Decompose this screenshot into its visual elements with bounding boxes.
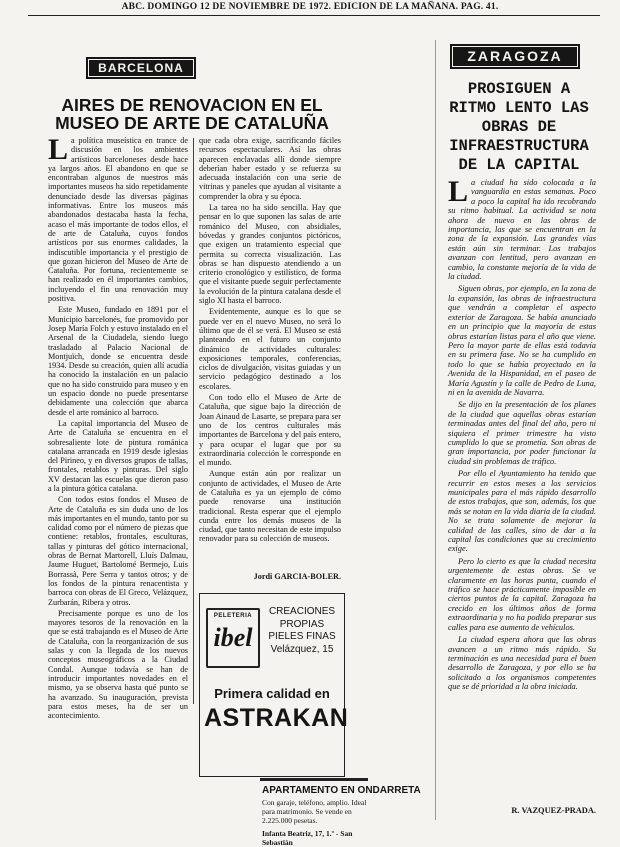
zaragoza-paragraph: Se dijo en la presentación de los planes de la ciudad que aquellas obras estarían terminadas antes del final del año, pero ni siquiera el primer trimestre ha visto cumplido lo que se prometía. Son obras de gran importancia, por poder funcionar la ciudad sin problemas de tráfico. [448, 400, 596, 466]
peleteria-logo-brand: ibel [213, 623, 253, 652]
zaragoza-headline: PROSIGUEN A RITMO LENTO LAS OBRAS DE INFRAESTRUCTURA DE LA CAPITAL [449, 80, 589, 174]
museum-paragraph: Este Museo, fundado en 1891 por el Municipio barcelonés, fue promovido por Josep María Folch y estuvo instalado en el Arsenal de la Ciudadela, siendo luego trasladado al Palacio Nacional de Montjuïch, donde se encuentra desde 1934. Desde su creación, quien allí acudía ha conocido la instalación en un palacio que no ha sido construido para museo y en un espacio donde no puede presentarse debidamente una colección que abarca desde el arte románico al barroco. [48, 305, 188, 417]
museum-drop-cap: L [48, 133, 69, 166]
apartamento-title: APARTAMENTO EN ONDARRETA [262, 785, 421, 796]
peleteria-ad [199, 593, 349, 777]
peleteria-logo-caption: PELETERIA [213, 613, 253, 619]
museum-article-col1 [48, 133, 188, 721]
museum-paragraph: Con todos estos fondos el Museo de Arte de Cataluña es sin duda uno de los más importantes en el mundo, tanto por su calidad como por el número de piezas que contiene: retablos, frontales, esculturas, tallas y pinturas del gótico internacional, obras de Bernat Martorell, Lluís Dalmau, Jaume Huguet, Bartolomé Bermejo, Luis Borrassà, Pere Serra y tantos otros; y de los fondos de la pintura renacentista y barroca con obras de El Greco, Velázquez, Zurbarán, Ribera y otros. [48, 495, 188, 607]
museum-paragraph: La tarea no ha sido sencilla. Hay que pensar en lo que suponen las salas de arte románico del Museo, con absidiales, bóvedas y grandes conjuntos pictóricos, que exigen un tratamiento especial que permita su correcta visualización. Las obras se han dispuesto atendiendo a un criterio cronológico y estilístico, de forma que el visitante puede seguir perfectamente la evolución de la pintura catalana desde el siglo XI hasta el barroco. [199, 203, 341, 306]
column-divider [193, 138, 194, 704]
ad-rule [260, 778, 368, 781]
zaragoza-paragraph: a ciudad ha sido colocada a la vanguardia en estas semanas. Poco a poco la capital ha ido recobrando su ritmo habitual. La actividad se nota ahora de nuevo en las obras de importancia, las que se encuentran en la zona de la expansión. Las grandes vías están aún sin terminar. Los trabajos avanzan con lentitud, pero avanzan en cambio, la constante mejoría de la vida de la ciudad. [448, 178, 596, 282]
museum-byline: Jordi GARCIA-BOLER. [253, 572, 341, 581]
zaragoza-paragraph: Pero lo cierto es que la ciudad necesita urgentemente de estas obras. Se ve claramente en las horas punta, cuando el tráfico se hace prácticamente imposible en ciertos puntos de la capital. Zaragoza ha crecido en los últimos años de forma extraordinaria y no ha podido preparar sus calles para ese aumento de vehículos. [448, 556, 596, 632]
zaragoza-paragraph: Siguen obras, por ejemplo, en la zona de la expansión, las obras de infraestructura que vendrán a completar el aspecto exterior de Zaragoza. Se había anunciado en un principio que la mayoría de estas obras estarían listas para el año que viene. Pero la mayor parte de ellas está todavía en su primera fase. No se ha cumplido en todo lo que se había proyectado en la Avenida de la Hispanidad, en el paseo de María Agustín y la calle de Pedro de Luna, ni en la avenida de Navarra. [448, 284, 596, 397]
museum-paragraph: a política museística en trance de discusión en los ambientes artísticos barceloneses desde hace ya largos años. El abandono en que se encontraban algunos de nuestros más importantes museos ha sido repetidamente denunciado desde las diversas páginas informativas. Entre los museos más abandonados destacaba hasta la fecha, acaso el más importante de todos ellos, el de arte de Cataluña, cuyos fondos artísticos por sus enormes calidades, la indiscutible importancia y el prestigio de que gozan hicieron del Museo de Arte de Cataluña. Por fortuna, recientemente se han realizado en él importantes cambios, incluyendo el fin una renovación muy positiva. [48, 136, 188, 304]
zaragoza-byline: R. VAZQUEZ-PRADA. [511, 806, 596, 815]
header-rule [28, 15, 600, 16]
peleteria-tagline: Primera calidad en [214, 686, 330, 701]
peleteria-logo [206, 608, 260, 668]
apartamento-ad [262, 785, 421, 847]
zaragoza-banner [450, 44, 580, 69]
peleteria-line2: PROPIAS [279, 618, 325, 630]
barcelona-banner [86, 57, 196, 79]
museum-paragraph: Aunque están aún por realizar un conjunto de actividades, el Museo de Arte de Cataluña es ya un ejemplo de cómo puede renovarse una institución tradicional. Resta esperar que el ejemplo cunda entre los demás museos de la ciudad, que tanto necesitan de este impulso renovador para su colección de museos. [199, 469, 341, 544]
zaragoza-section-label: ZARAGOZA [452, 46, 578, 67]
zaragoza-paragraph: La ciudad espera ahora que las obras avancen a un ritmo más rápido. Su terminación es una necesidad para el buen desarrollo de Zaragoza, y por ello se ha solicitado a los organismos competentes que se dé prioridad a la obra iniciada. [448, 635, 596, 692]
page-header: ABC. DOMINGO 12 DE NOVIEMBRE DE 1972. EDICION DE LA MAÑANA. PAG. 41. [121, 2, 499, 12]
museum-paragraph: que cada obra exige, sacrificando fáciles recursos espectaculares. Así las obras aparecen enclavadas allí donde siempre deberían haber estado y se refuerza su adecuada instalación con una serie de vitrinas y paneles que ayudan al visitante a comprender la obra y su época. [199, 136, 341, 201]
peleteria-line1: CREACIONES [268, 606, 336, 617]
museum-paragraph: Con todo ello el Museo de Arte de Cataluña, que sigue bajo la dirección de Joan Ainaud de Lasarte, se prepara para ser uno de los centros culturales más importantes de Barcelona y del país entero, y para ocupar el lugar que por su extraordinaria colección le corresponde en el mundo. [199, 393, 341, 468]
museum-paragraph: Evidentemente, aunque es lo que se puede ver en el nuevo Museo, no será lo último que de él se verá. El Museo se está planteando en el futuro un conjunto dinámico de actividades culturales: exposiciones temporales, conferencias, ciclos de divulgación, visitas guiadas y un servicio pedagógico destinado a los escolares. [199, 307, 341, 391]
main-column-divider [435, 40, 436, 820]
museum-paragraph: La capital importancia del Museo de Arte de Cataluña se encuentra en el sobresaliente lote de pintura románica catalana arrancada en 1919 desde iglesias del Pirineo, y en diversos grupos de tallas, frontales, retablos y pinturas. Del siglo XV destacan las escuelas que dieron paso a la pintura gótica catalana. [48, 418, 188, 493]
barcelona-section-label: BARCELONA [88, 59, 194, 77]
museum-article-col2 [199, 136, 341, 571]
zaragoza-article [448, 175, 596, 804]
zaragoza-paragraph: Por ello el Ayuntamiento ha tenido que recurrir en estos meses a los servicios municipales para el más rápido desarrollo de estos trabajos, que son, además, los que más se notan en la vida diaria de la ciudad. No se trata solamente de mejorar la calidad de las calles, sino de dar a la capital las condiciones que su crecimiento exige. [448, 469, 596, 554]
peleteria-line4: Velázquez, 15 [270, 643, 334, 655]
peleteria-line3: PIELES FINAS [268, 631, 336, 642]
apartamento-body: Con garaje, teléfono, amplio. Ideal para matrimonio. Se vende en 2.225.000 pesetas. [262, 798, 367, 825]
peleteria-product: ASTRAKAN [204, 704, 349, 732]
museum-paragraph: Precisamente porque es uno de los mayores tesoros de la renovación en la que se está trabajando es el Museo de Arte de Cataluña, con la reorganización de sus salas y con la llegada de los nuevos conceptos museográficos a la Ciudad Condal. Aunque todavía se han de introducir importantes novedades en el mismo, ya se observa hasta qué punto se ha avanzado. Su inauguración, prevista para estos meses, ha de ser un acontecimiento. [48, 608, 188, 721]
apartamento-address: Infanta Beatriz, 17, 1.º - San Sebastián [262, 829, 353, 847]
museum-headline: AIRES DE RENOVACION EN EL MUSEO DE ARTE DE CATALUÑA [55, 95, 329, 134]
zaragoza-drop-cap: L [448, 175, 469, 208]
